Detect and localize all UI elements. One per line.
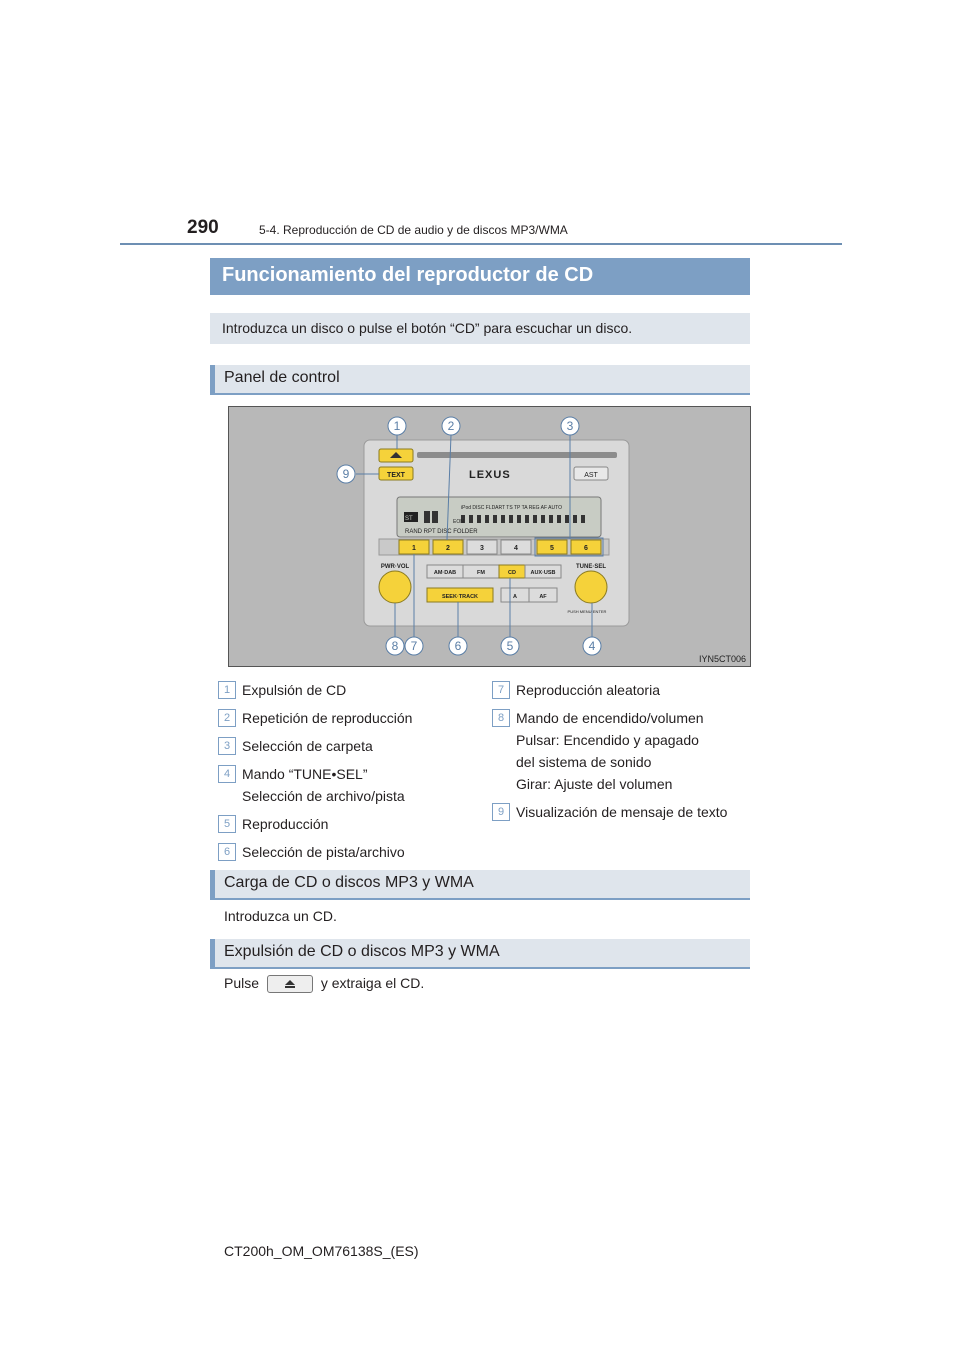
src-cd: CD [508,570,516,576]
section-expulsion [210,939,750,969]
lcd-bottom-text: RAND RPT DISC FOLDER [405,529,478,535]
tune-sel-knob [575,571,607,603]
list-item [492,707,752,801]
item-number: 7 [492,681,510,699]
seek-track-label: SEEK·TRACK [441,594,479,600]
figure-code: IYN5CT006 [698,654,746,664]
eject-text-after: y extraiga el CD. [320,975,425,991]
item-text-line2: Selección de archivo/pista [242,788,405,804]
lcd-top-text: iPod DISC FLDART TS TP TA REG AF AUTO [461,505,562,511]
callout-8: 8 [391,639,399,653]
callout-3: 3 [566,419,574,433]
section-header: 5-4. Reproducción de CD de audio y de discos MP3/WMA [259,223,568,237]
src-am-dab: AM·DAB [433,570,457,576]
tune-sel-label: TUNE·SEL [576,564,606,570]
callout-4: 4 [588,639,596,653]
list-item [492,801,752,829]
item-number: 8 [492,709,510,727]
eject-icon [268,976,312,992]
preset-2-label: 2 [446,545,450,552]
item-number: 5 [218,815,236,833]
section-panel-title: Panel de control [224,369,340,386]
item-text: Reproducción aleatoria [516,682,660,698]
preset-6-label: 6 [584,545,588,552]
eject-instruction [224,975,424,993]
lcd-eon: EON [453,519,464,525]
pwr-vol-knob [379,571,411,603]
lcd-st: ST [405,516,413,522]
list-item [218,735,478,763]
section-panel-de-control [210,365,750,395]
preset-1-label: 1 [412,545,416,552]
page-title-bar [210,258,750,295]
list-item [218,813,478,841]
item-text-line2: Pulsar: Encendido y apagado [516,732,699,748]
item-text: Repetición de reproducción [242,710,413,726]
item-number: 6 [218,843,236,861]
item-text: Selección de carpeta [242,738,373,754]
load-text: Introduzca un CD. [224,908,337,924]
item-text: Selección de pista/archivo [242,844,405,860]
item-number: 1 [218,681,236,699]
src-aux-usb: AUX·USB [530,570,556,576]
list-item [218,763,478,813]
items-left-list [218,679,478,869]
control-panel-figure [228,406,751,667]
page-title: Funcionamiento del reproductor de CD [222,264,594,286]
list-item [218,707,478,735]
preset-3-label: 3 [480,545,484,552]
item-number: 2 [218,709,236,727]
list-item [492,679,752,707]
item-text: Reproducción [242,816,329,832]
pwr-vol-label: PWR·VOL [380,564,410,570]
callout-6: 6 [454,639,462,653]
page-number: 290 [187,217,219,238]
brand-logo: LEXUS [469,469,511,481]
item-text: Visualización de mensaje de texto [516,804,728,820]
control-panel-illustration [229,407,750,666]
section-carga [210,870,750,900]
item-text: Mando “TUNE•SEL” [242,766,368,782]
text-button-label: TEXT [387,472,405,479]
callout-7: 7 [410,639,418,653]
callout-2: 2 [447,419,455,433]
section-expulsion-title: Expulsión de CD o discos MP3 y WMA [224,943,500,960]
push-menu-enter: PUSH MENU·ENTER [567,609,607,614]
list-item [218,841,478,869]
item-number: 9 [492,803,510,821]
preset-5-label: 5 [550,545,554,552]
item-text: Expulsión de CD [242,682,347,698]
section-carga-title: Carga de CD o discos MP3 y WMA [224,874,474,891]
intro-box [210,313,750,344]
page-footer: CT200h_OM_OM76138S_(ES) [224,1243,419,1259]
ast-button-label: AST [584,472,598,479]
a-button-label: A [513,594,517,600]
src-fm: FM [477,570,485,576]
preset-4-label: 4 [514,545,518,552]
items-right-list [492,679,752,829]
intro-text: Introduzca un disco o pulse el botón “CD” para escuchar un disco. [222,320,633,336]
item-text: Mando de encendido/volumen [516,710,704,726]
item-text-line4: Girar: Ajuste del volumen [516,776,673,792]
eject-text-before: Pulse [224,975,260,991]
header-rule [120,243,842,245]
eject-button-inline [267,975,313,993]
callout-1: 1 [393,419,401,433]
item-number: 4 [218,765,236,783]
item-number: 3 [218,737,236,755]
list-item [218,679,478,707]
callout-5: 5 [506,639,514,653]
item-text-line3: del sistema de sonido [516,754,652,770]
callout-9: 9 [342,467,350,481]
af-button-label: AF [539,594,547,600]
